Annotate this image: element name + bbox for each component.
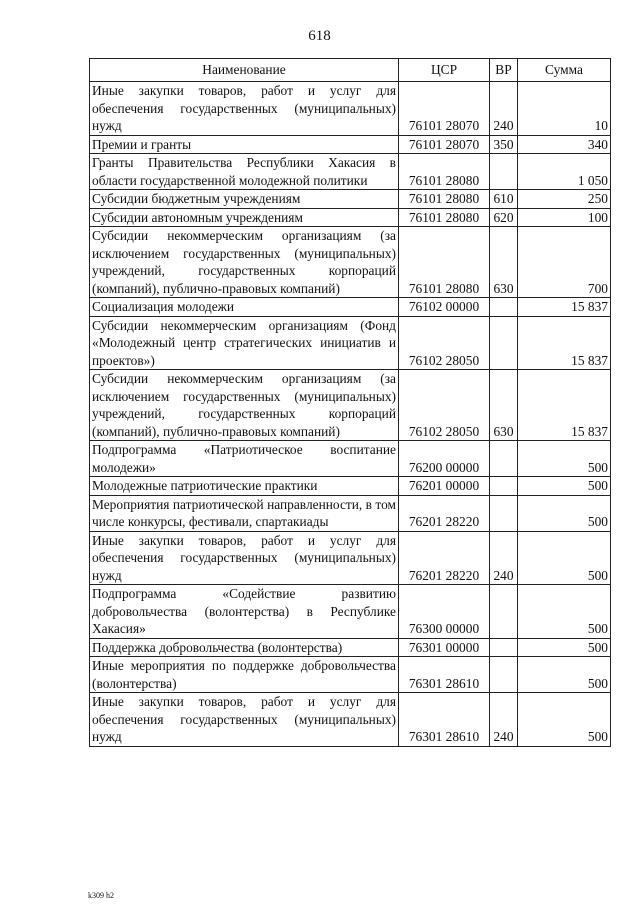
row-vr [490,298,518,317]
table-row [90,441,611,477]
row-csr: 76200 00000 [399,441,490,477]
table-row [90,208,611,227]
table-row [90,316,611,370]
column-header-name: Наименование [90,59,399,82]
column-header-vr: ВР [490,59,518,82]
table-row [90,370,611,441]
row-csr: 76201 28220 [399,495,490,531]
row-vr [490,441,518,477]
table-row [90,298,611,317]
row-sum: 250 [518,190,611,209]
table-row [90,693,611,747]
row-csr: 76101 28080 [399,190,490,209]
row-vr [490,495,518,531]
row-vr: 620 [490,208,518,227]
row-csr: 76301 28610 [399,657,490,693]
row-sum: 500 [518,441,611,477]
table-row [90,190,611,209]
table-row [90,154,611,190]
row-sum: 100 [518,208,611,227]
table-row [90,531,611,585]
row-name: Субсидии автономным учреждениям [90,208,399,227]
row-vr: 610 [490,190,518,209]
row-name: Подпрограмма «Патриотическое воспитание молодежи» [90,441,399,477]
row-csr: 76101 28070 [399,82,490,136]
row-vr [490,585,518,639]
row-csr: 76102 28050 [399,316,490,370]
row-name: Иные мероприятия по поддержке добровольчества (волонтерства) [90,657,399,693]
table-row [90,227,611,298]
row-vr [490,154,518,190]
row-vr: 350 [490,135,518,154]
budget-table [89,58,611,747]
row-name: Социализация молодежи [90,298,399,317]
row-vr: 630 [490,370,518,441]
row-vr: 240 [490,82,518,136]
row-csr: 76201 00000 [399,477,490,496]
row-sum: 15 837 [518,370,611,441]
row-sum: 1 050 [518,154,611,190]
row-csr: 76101 28080 [399,208,490,227]
row-name: Поддержка добровольчества (волонтерства) [90,638,399,657]
row-name: Иные закупки товаров, работ и услуг для обеспечения государственных (муниципальных) нужд [90,82,399,136]
table-row [90,82,611,136]
row-vr: 630 [490,227,518,298]
page-number: 618 [308,28,331,44]
row-sum: 700 [518,227,611,298]
table-header-row [90,59,611,82]
row-vr [490,657,518,693]
table-row [90,477,611,496]
row-csr: 76201 28220 [399,531,490,585]
row-name: Подпрограмма «Содействие развитию добровольчества (волонтерства) в Республике Хакасия» [90,585,399,639]
row-sum: 500 [518,495,611,531]
row-csr: 76101 28070 [399,135,490,154]
row-name: Гранты Правительства Республики Хакасия в области государственной молодежной политики [90,154,399,190]
row-sum: 500 [518,657,611,693]
row-name: Субсидии бюджетным учреждениям [90,190,399,209]
row-sum: 500 [518,638,611,657]
row-name: Премии и гранты [90,135,399,154]
table-row [90,585,611,639]
row-sum: 500 [518,585,611,639]
row-csr: 76101 28080 [399,227,490,298]
row-name: Иные закупки товаров, работ и услуг для обеспечения государственных (муниципальных) нужд [90,693,399,747]
row-vr [490,477,518,496]
row-name: Мероприятия патриотической направленности, в том числе конкурсы, фестивали, спартакиады [90,495,399,531]
row-vr [490,638,518,657]
row-sum: 15 837 [518,298,611,317]
row-vr: 240 [490,693,518,747]
table-row [90,657,611,693]
row-sum: 500 [518,531,611,585]
row-sum: 500 [518,693,611,747]
row-name: Молодежные патриотические практики [90,477,399,496]
row-csr: 76102 00000 [399,298,490,317]
row-csr: 76102 28050 [399,370,490,441]
table-row [90,135,611,154]
column-header-csr: ЦСР [399,59,490,82]
row-sum: 340 [518,135,611,154]
column-header-sum: Сумма [518,59,611,82]
table-row [90,495,611,531]
footer-code: k309 h2 [88,891,114,900]
row-csr: 76301 00000 [399,638,490,657]
row-name: Субсидии некоммерческим организациям (Фонд «Молодежный центр стратегических инициатив и проектов») [90,316,399,370]
row-csr: 76101 28080 [399,154,490,190]
row-vr [490,316,518,370]
row-csr: 76300 00000 [399,585,490,639]
row-sum: 10 [518,82,611,136]
row-sum: 500 [518,477,611,496]
row-vr: 240 [490,531,518,585]
row-sum: 15 837 [518,316,611,370]
row-name: Иные закупки товаров, работ и услуг для обеспечения государственных (муниципальных) нужд [90,531,399,585]
row-name: Субсидии некоммерческим организациям (за исключением государственных (муниципальных) учреждений, государственных корпораций (компаний), публично-правовых компаний) [90,370,399,441]
row-csr: 76301 28610 [399,693,490,747]
table-row [90,638,611,657]
row-name: Субсидии некоммерческим организациям (за исключением государственных (муниципальных) учреждений, государственных корпораций (компаний), публично-правовых компаний) [90,227,399,298]
